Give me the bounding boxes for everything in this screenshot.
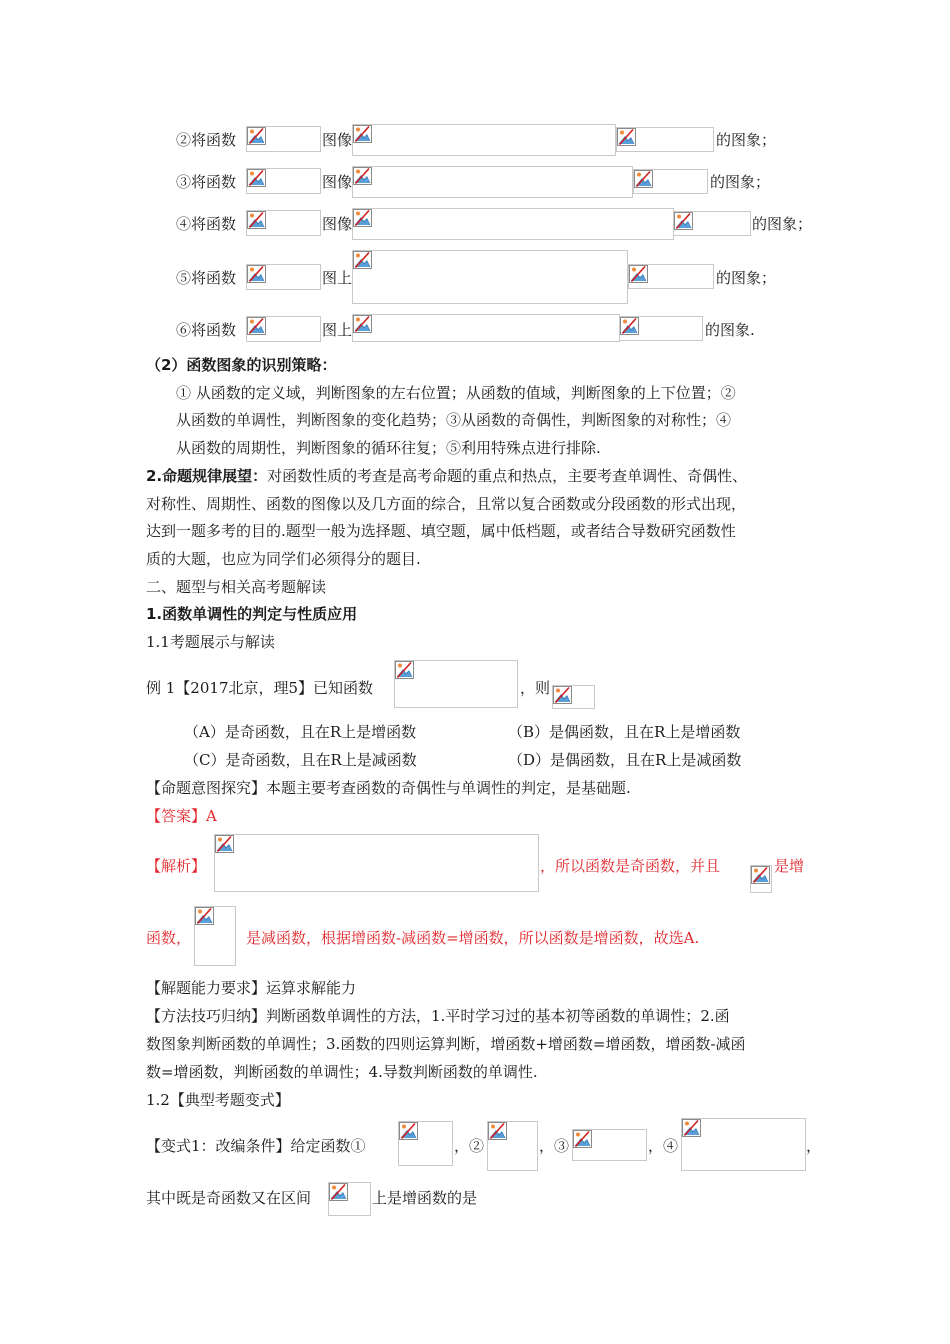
transform-lead: 将函数 xyxy=(191,131,237,149)
formula-image xyxy=(352,124,616,156)
formula-image xyxy=(628,264,714,289)
broken-image-icon xyxy=(353,167,372,185)
outlook-line: 质的大题，也应为同学们必须得分的题目. xyxy=(146,550,421,568)
formula-image xyxy=(194,906,236,966)
outlook-label: 2.命题规律展望： xyxy=(146,467,268,485)
broken-image-icon xyxy=(247,211,266,229)
broken-image-icon xyxy=(634,170,653,188)
subsection-heading: 1.函数单调性的判定与性质应用 xyxy=(146,605,358,623)
formula-image xyxy=(398,1121,453,1166)
broken-image-icon xyxy=(751,866,770,884)
section-heading: 二、题型与相关高考题解读 xyxy=(146,578,327,596)
variant-sep: ，③ xyxy=(539,1137,570,1155)
transform-mid: 图上 xyxy=(322,269,353,287)
transform-mid: 图像 xyxy=(322,131,353,149)
analysis-text: 是减函数，根据增函数-减函数=增函数，所以函数是增函数，故选A. xyxy=(246,929,700,947)
broken-image-icon xyxy=(247,127,266,145)
formula-image xyxy=(572,1129,647,1161)
formula-image xyxy=(352,314,620,342)
analysis-text: ，所以函数是奇函数，并且 xyxy=(540,857,721,875)
analysis-text: 是增 xyxy=(774,857,805,875)
method-line: 数=增函数，判断函数的单调性；4.导数判断函数的单调性. xyxy=(146,1063,538,1081)
formula-image xyxy=(328,1182,371,1216)
item-number: ④ xyxy=(176,215,192,233)
transform-tail: 的图象； xyxy=(716,131,777,149)
item-number: ⑥ xyxy=(176,321,192,339)
transform-line-5 xyxy=(176,268,236,288)
variant-question: 上是增函数的是 xyxy=(372,1189,478,1207)
subsection-heading: 1.2【典型考题变式】 xyxy=(146,1091,290,1109)
outlook-line: 对称性、周期性、函数的图像以及几方面的综合，且常以复合函数或分段函数的形式出现， xyxy=(146,495,747,513)
option-b: （B）是偶函数，且在R上是增函数 xyxy=(508,723,741,741)
broken-image-icon xyxy=(247,317,266,335)
broken-image-icon xyxy=(353,125,372,143)
broken-image-icon xyxy=(215,835,234,853)
outlook-line: 达到一题多考的目的.题型一般为选择题、填空题，属中低档题，或者结合导数研究函数性 xyxy=(146,522,736,540)
analysis-label: 【解析】 xyxy=(146,857,207,875)
formula-image xyxy=(619,316,703,341)
ability-text: 【解题能力要求】运算求解能力 xyxy=(146,979,357,997)
broken-image-icon xyxy=(553,686,572,704)
intent-text: 【命题意图探究】本题主要考查函数的奇偶性与单调性的判定，是基础题. xyxy=(146,779,631,797)
transform-line-3 xyxy=(176,172,236,192)
transform-line-6 xyxy=(176,320,236,340)
transform-tail: 的图象； xyxy=(710,173,771,191)
broken-image-icon xyxy=(617,128,636,146)
item-number: ⑤ xyxy=(176,269,192,287)
strategy-line: ① 从函数的定义域，判断图象的左右位置；从函数的值域，判断图象的上下位置；② xyxy=(176,384,736,402)
option-a: （A）是奇函数，且在R上是增函数 xyxy=(184,723,417,741)
variant-sep: ，④ xyxy=(648,1137,679,1155)
formula-image xyxy=(352,208,674,240)
formula-image xyxy=(552,685,595,709)
example-mid: ，则 xyxy=(520,679,551,697)
transform-lead: 将函数 xyxy=(191,215,237,233)
broken-image-icon xyxy=(247,265,266,283)
formula-image xyxy=(214,834,539,892)
variant-question: 其中既是奇函数又在区间 xyxy=(146,1189,312,1207)
example-lead: 例 1【2017北京，理5】已知函数 xyxy=(146,679,374,697)
transform-lead: 将函数 xyxy=(191,321,237,339)
subsection-heading: 1.1考题展示与解读 xyxy=(146,633,275,651)
method-line: 【方法技巧归纳】判断函数单调性的方法，1.平时学习过的基本初等函数的单调性；2.函 xyxy=(146,1007,730,1025)
transform-tail: 的图象； xyxy=(752,215,813,233)
broken-image-icon xyxy=(353,251,372,269)
formula-image xyxy=(246,210,321,236)
option-c: （C）是奇函数，且在R上是减函数 xyxy=(184,751,417,769)
formula-image xyxy=(246,126,321,152)
option-d: （D）是偶函数，且在R上是减函数 xyxy=(508,751,742,769)
formula-image xyxy=(246,168,321,194)
formula-image xyxy=(352,250,628,304)
formula-image xyxy=(616,127,714,152)
formula-image xyxy=(681,1118,806,1171)
formula-image xyxy=(246,264,321,290)
formula-image xyxy=(633,169,708,194)
formula-image xyxy=(246,316,321,342)
method-line: 数图象判断函数的单调性；3.函数的四则运算判断，增函数+增函数=增函数，增函数-减函 xyxy=(146,1035,746,1053)
outlook-text: 对函数性质的考查是高考命题的重点和热点，主要考查单调性、奇偶性、 xyxy=(267,467,748,485)
variant-lead: 【变式1：改编条件】给定函数① xyxy=(146,1137,366,1155)
strategy-line: 从函数的周期性，判断图象的循环往复；⑤利用特殊点进行排除. xyxy=(176,439,601,457)
transform-lead: 将函数 xyxy=(191,269,237,287)
transform-mid: 图像 xyxy=(322,173,353,191)
broken-image-icon xyxy=(674,212,693,230)
broken-image-icon xyxy=(247,169,266,187)
broken-image-icon xyxy=(195,907,214,925)
broken-image-icon xyxy=(573,1130,592,1148)
transform-mid: 图像 xyxy=(322,215,353,233)
transform-mid: 图上 xyxy=(322,321,353,339)
analysis-text: 函数， xyxy=(146,929,192,947)
broken-image-icon xyxy=(629,265,648,283)
broken-image-icon xyxy=(353,209,372,227)
strategy-heading: （2）函数图象的识别策略： xyxy=(146,356,337,374)
transform-lead: 将函数 xyxy=(191,173,237,191)
item-number: ③ xyxy=(176,173,192,191)
broken-image-icon xyxy=(620,317,639,335)
broken-image-icon xyxy=(488,1122,507,1140)
broken-image-icon xyxy=(353,315,372,333)
transform-tail: 的图象； xyxy=(716,269,777,287)
transform-line-2 xyxy=(176,130,236,150)
variant-sep: ， xyxy=(806,1137,822,1155)
variant-sep: ，② xyxy=(454,1137,485,1155)
broken-image-icon xyxy=(399,1122,418,1140)
answer-text: 【答案】A xyxy=(146,807,217,825)
formula-image xyxy=(394,660,518,708)
formula-image xyxy=(352,166,633,198)
item-number: ② xyxy=(176,131,192,149)
broken-image-icon xyxy=(329,1183,348,1201)
broken-image-icon xyxy=(395,661,414,679)
transform-line-4 xyxy=(176,214,236,234)
broken-image-icon xyxy=(682,1119,701,1137)
formula-image xyxy=(750,865,772,893)
transform-tail: 的图象. xyxy=(705,321,755,339)
strategy-line: 从函数的单调性，判断图象的变化趋势；③从函数的奇偶性，判断图象的对称性；④ xyxy=(176,411,732,429)
formula-image xyxy=(673,211,751,236)
outlook-line xyxy=(146,466,747,486)
formula-image xyxy=(487,1121,538,1171)
